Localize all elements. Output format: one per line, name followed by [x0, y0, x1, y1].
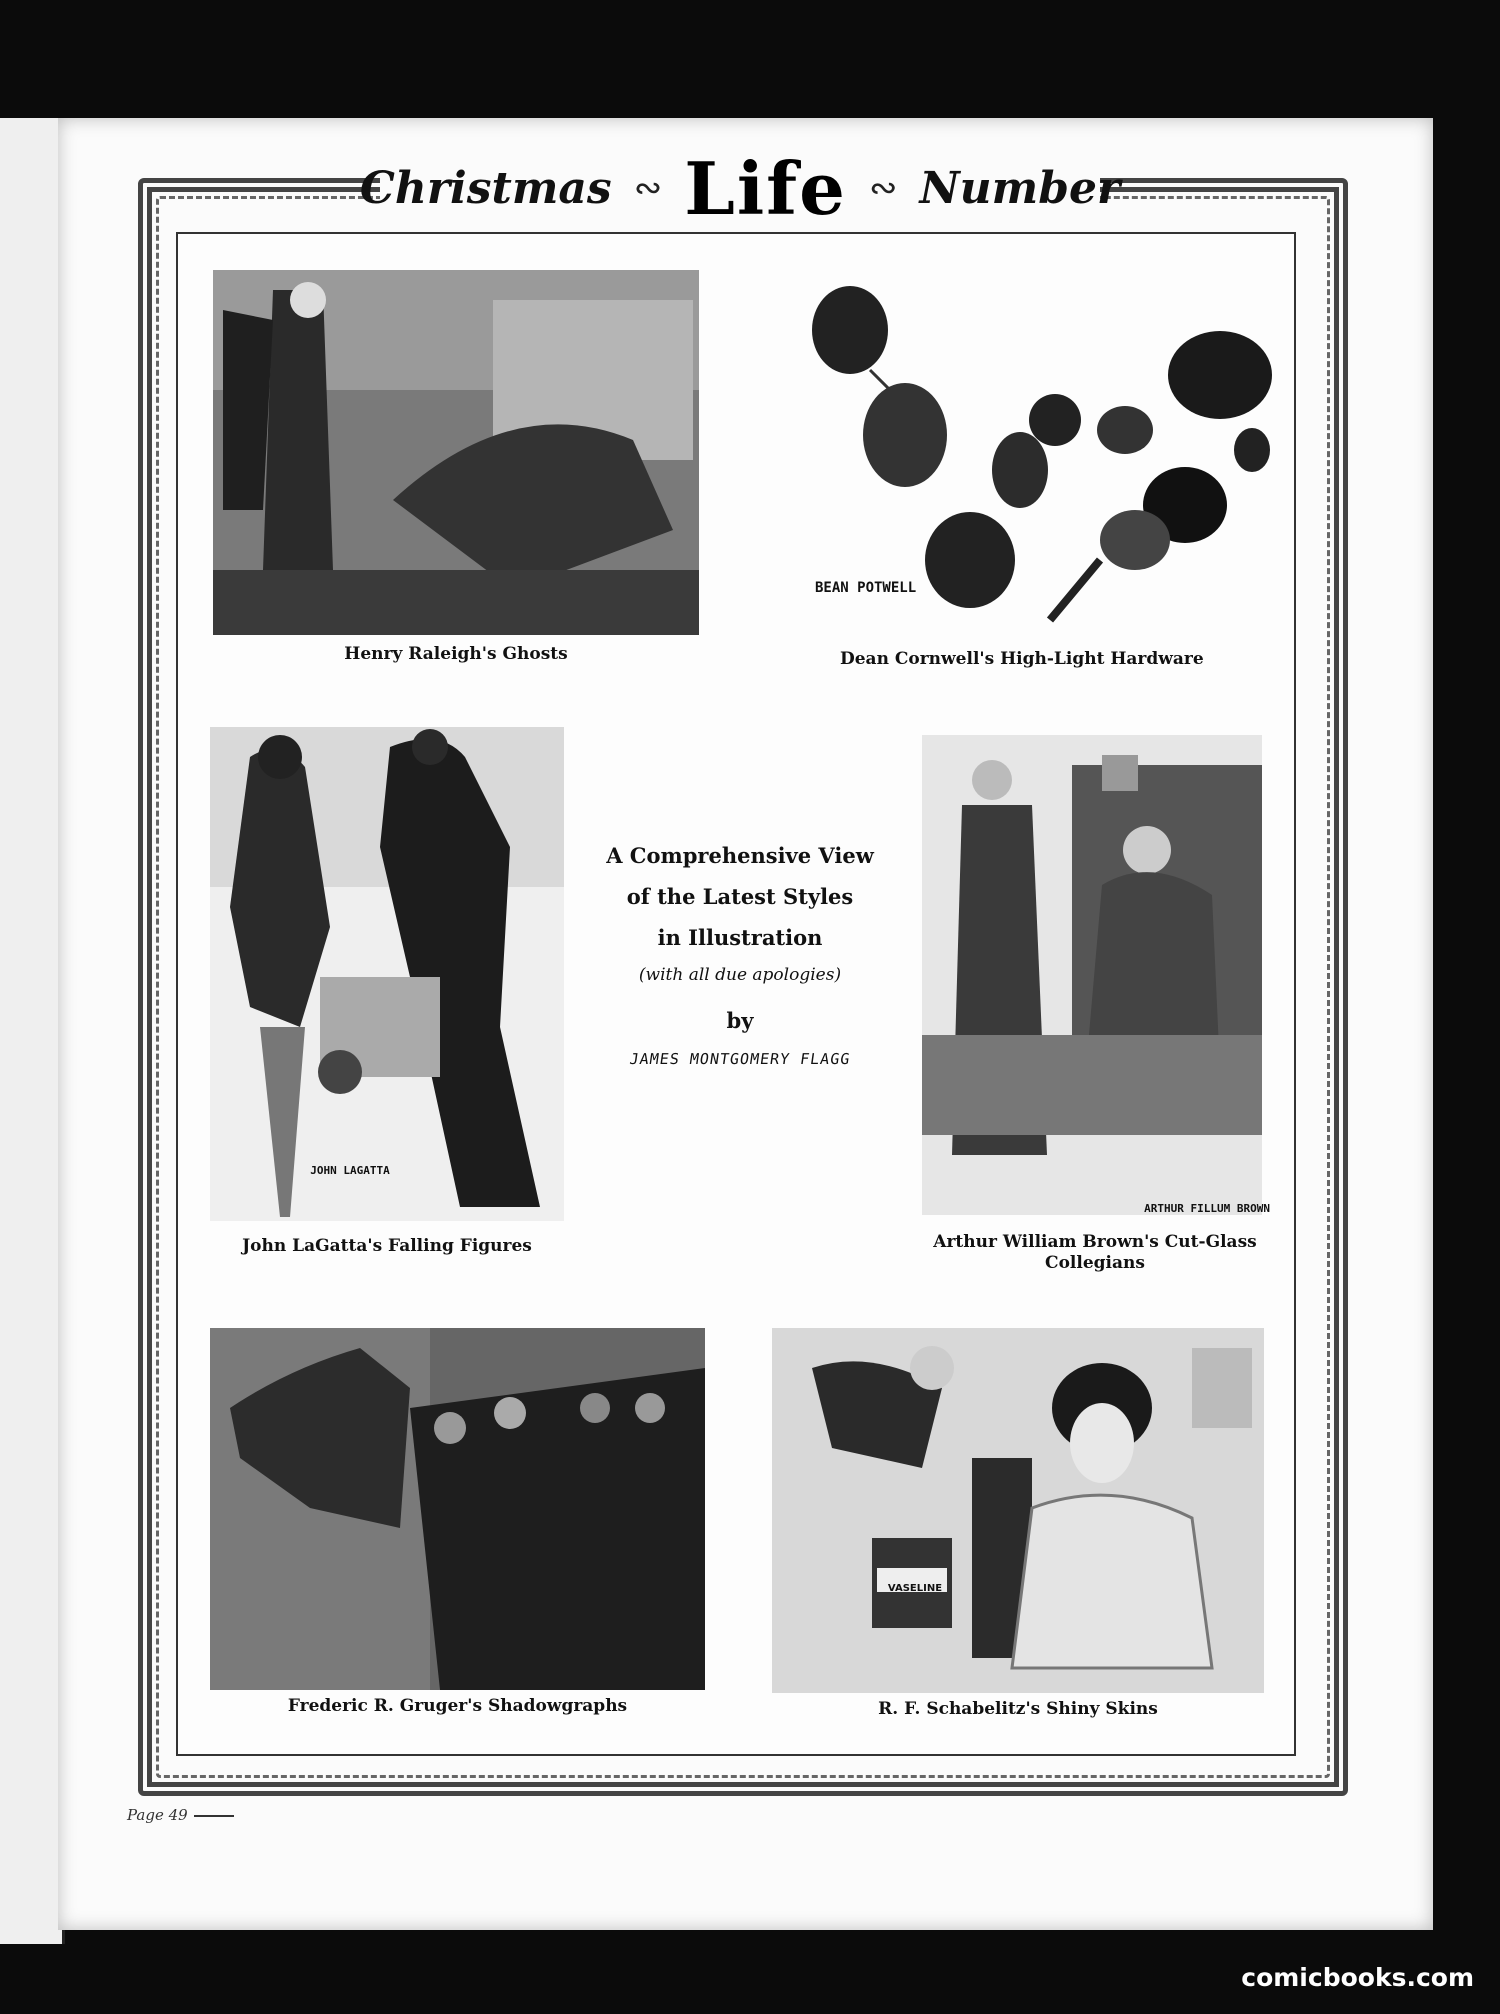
caption-raleigh: Henry Raleigh's Ghosts [344, 644, 568, 664]
left-page-edge [0, 118, 65, 1944]
site-watermark: comicbooks.com [1241, 1963, 1474, 1992]
swash-ornament-right: ∾ [868, 168, 898, 208]
header-christmas: Christmas [359, 162, 612, 214]
signature-cornwell-text: BEAN POTWELL [815, 580, 917, 596]
page-number: Page 49 [127, 1806, 234, 1824]
center-line-2: of the Latest Styles [626, 884, 854, 909]
center-apology: (with all due apologies) [638, 965, 842, 985]
header-life-logo: Life [684, 145, 847, 231]
swash-ornament-left: ∾ [633, 168, 663, 208]
center-by: by [726, 1008, 754, 1033]
illustration-raleigh-ghosts [213, 270, 699, 635]
page-header [359, 145, 1121, 231]
center-title-block [590, 835, 890, 1068]
illustration-schabelitz-shiny-skins [772, 1328, 1264, 1693]
signature-lagatta: JOHN LAGATTA [310, 1164, 390, 1177]
illustration-gruger-shadowgraphs [210, 1328, 705, 1690]
flagg-signature: JAMES MONTGOMERY FLAGG [628, 1050, 852, 1068]
center-line-3: in Illustration [657, 925, 823, 950]
caption-lagatta: John LaGatta's Falling Figures [242, 1236, 532, 1256]
caption-brown: Arthur William Brown's Cut-Glass Collegians [933, 1232, 1257, 1273]
header-number: Number [919, 162, 1121, 214]
illustration-lagatta-figures [210, 727, 564, 1221]
center-line-1: A Comprehensive View [606, 843, 874, 868]
jar-label: VASELINE [887, 1583, 943, 1594]
caption-cornwell: Dean Cornwell's High-Light Hardware [840, 649, 1204, 669]
caption-schabelitz: R. F. Schabelitz's Shiny Skins [878, 1699, 1158, 1719]
signature-brown: ARTHUR FILLUM BROWN [1144, 1202, 1270, 1215]
caption-gruger: Frederic R. Gruger's Shadowgraphs [287, 1696, 628, 1716]
illustration-brown-collegians [922, 735, 1262, 1215]
